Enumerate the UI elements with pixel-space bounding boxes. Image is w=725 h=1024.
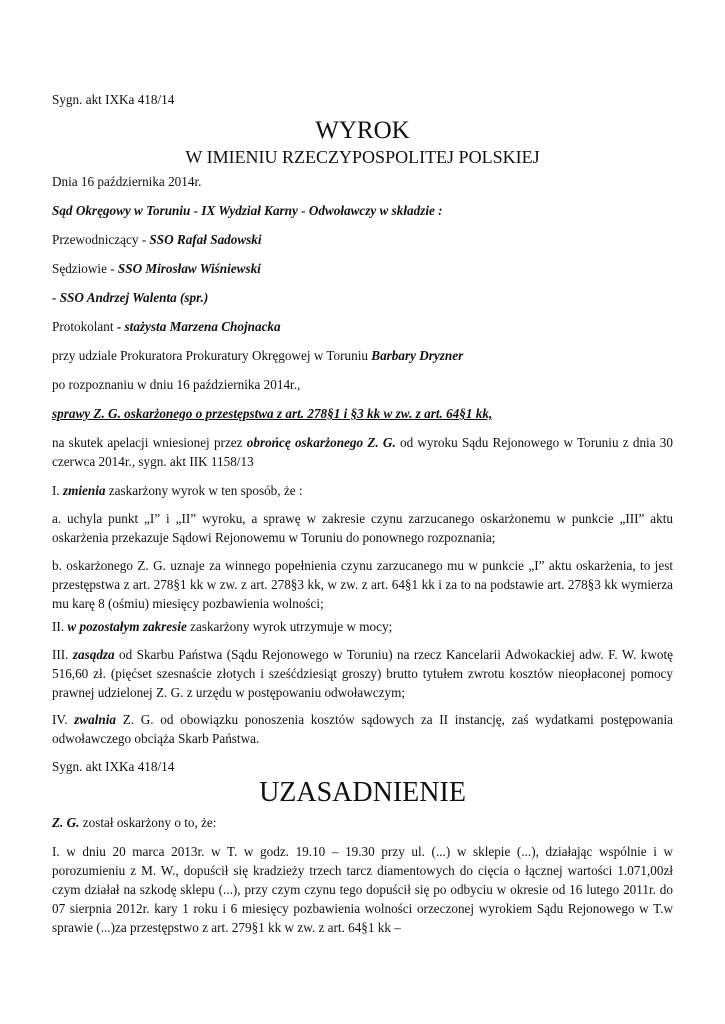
point-iv xyxy=(52,710,673,748)
point-b: b. oskarżonego Z. G. uznaje za winnego popełnienia czynu zarzucanego mu w punkcie „I” aktu oskarżenia, to jest przestępstwa z art. 278§1 kk w zw. z art. 278§3 kk, w zw. z art. 64§1 kk i za to na podstawie art. 278§3 kk wymierza mu karę 8 (ośmiu) miesięcy pozbawienia wolności; xyxy=(52,558,673,611)
case-description: sprawy Z. G. oskarżonego o przestępstwa z art. 278§1 i §3 kk w zw. z art. 64§1 kk, xyxy=(52,406,493,421)
point-i-text: zaskarżony wyrok w ten sposób, że : xyxy=(105,483,303,498)
case-signature-bottom: Sygn. akt IXKa 418/14 xyxy=(52,759,175,774)
point-iii xyxy=(52,645,673,702)
charged-text: został oskarżony o to, że: xyxy=(79,815,217,830)
point-a: a. uchyla punkt „I” i „II” wyroku, a sprawę w zakresie czynu zarzucanego oskarżonemu w punkcie „III” aktu oskarżenia przekazuje Sądowi Rejonowemu w Toruniu do ponownego rozpoznania; xyxy=(52,511,673,545)
clerk-label: Protokolant xyxy=(52,319,117,334)
court-composition: Sąd Okręgowy w Toruniu - IX Wydział Karny - Odwoławczy w składzie : xyxy=(52,203,443,218)
point-iii-verb: zasądza xyxy=(72,647,115,662)
chair-label: Przewodniczący - xyxy=(52,232,150,247)
appeal-pre: na skutek apelacji wniesionej przez xyxy=(52,435,247,450)
appeal-paragraph xyxy=(52,433,673,471)
judges-line xyxy=(52,259,673,278)
point-i xyxy=(52,481,673,500)
charged-line xyxy=(52,813,673,832)
prosecutor-name: Barbary Dryzner xyxy=(371,348,464,363)
clerk-line xyxy=(52,317,673,336)
judge-1-name: SSO Mirosław Wiśniewski xyxy=(117,261,261,276)
point-i-number: I. xyxy=(52,483,63,498)
point-iii-text: od Skarbu Państwa (Sądu Rejonowego w Toruniu) na rzecz Kancelarii Adwokackiej adw. F. W. kwotę 516,60 zł. (pięćset szesnaście złotych i sześćdziesiąt groszy) brutto tytułem zwrotu kosztów nieopłaconej pomocy prawnej udzielonej Z. G. z urzędu w postępowaniu odwoławczym; xyxy=(52,647,673,700)
chair-line xyxy=(52,230,673,249)
appeal-post: od wyroku Sądu Rejonowego w Toruniu z dnia 30 czerwca 2014r., sygn. akt IIK 1158/13 xyxy=(52,435,673,469)
point-iv-text: Z. G. od obowiązku ponoszenia kosztów sądowych za II instancję, zaś wydatkami postępowania odwoławczego obciąża Skarb Państwa. xyxy=(52,712,673,746)
judges-label: Sędziowie - xyxy=(52,261,118,276)
case-signature-top: Sygn. akt IXKa 418/14 xyxy=(52,92,175,107)
verdict-subtitle: W IMIENIU RZECZYPOSPOLITEJ POLSKIEJ xyxy=(185,147,540,167)
point-ii-phrase: w pozostałym zakresie xyxy=(67,619,187,634)
verdict-date: Dnia 16 października 2014r. xyxy=(52,174,202,189)
chair-name: SSO Rafał Sadowski xyxy=(149,232,262,247)
point-ii-number: II. xyxy=(52,619,68,634)
judge-2-name: - SSO Andrzej Walenta (spr.) xyxy=(52,290,209,305)
hearing-line: po rozpoznaniu w dniu 16 października 2014r., xyxy=(52,377,301,392)
point-iv-number: IV. xyxy=(52,712,75,727)
point-iii-number: III. xyxy=(52,647,73,662)
appeal-defender: obrońcę oskarżonego Z. G. xyxy=(246,435,396,450)
justification-title: UZASADNIENIE xyxy=(259,777,466,808)
clerk-name: - stażysta Marzena Chojnacka xyxy=(116,319,281,334)
prosecutor-prefix: przy udziale Prokuratora Prokuratury Okręgowej w Toruniu xyxy=(52,348,372,363)
point-ii xyxy=(52,617,673,636)
charge-i-paragraph: I. w dniu 20 marca 2013r. w T. w godz. 19.10 – 19.30 przy ul. (...) w sklepie (...), działając wspólnie i w porozumieniu z M. W., dopuścił się kradzieży trzech tarcz diamentowych do cięcia o łącznej wartości 1.071,00zł czym działał na szkodę sklepu (...), przy czym czynu tego dopuścił się po odbyciu w okresie od 16 lutego 2011r. do 07 sierpnia 2012r. kary 1 roku i 6 miesięcy pozbawienia wolności orzeczonej wyrokiem Sądu Rejonowego w T.w sprawie (...)za przestępstwo z art. 279§1 kk w zw. z art. 64§1 kk – xyxy=(52,844,673,935)
verdict-title: WYROK xyxy=(315,117,410,144)
prosecutor-line xyxy=(52,346,673,365)
point-iv-verb: zwalnia xyxy=(74,712,116,727)
charged-name: Z. G. xyxy=(52,815,80,830)
point-i-verb: zmienia xyxy=(63,483,106,498)
point-ii-text: zaskarżony wyrok utrzymuje w mocy; xyxy=(186,619,393,634)
